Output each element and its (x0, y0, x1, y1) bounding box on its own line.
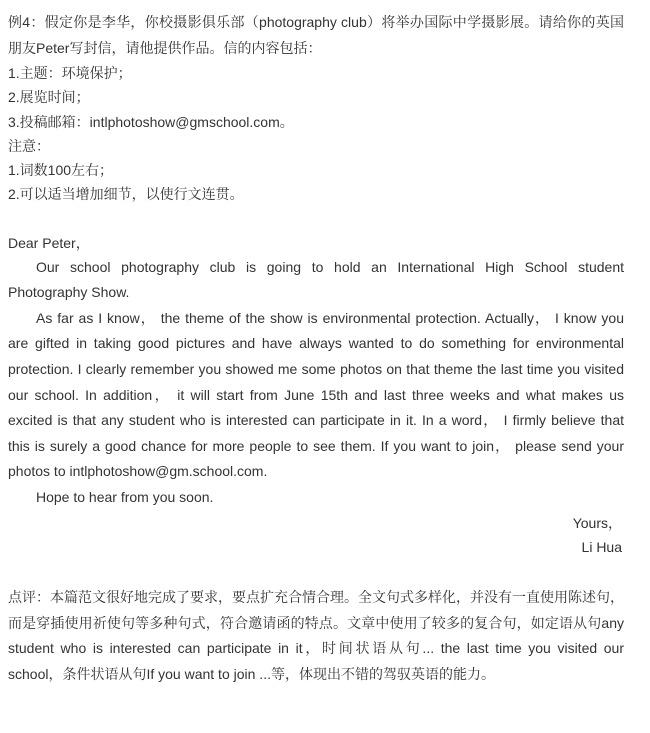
task-intro: 例4：假定你是李华，你校摄影俱乐部（photography club）将举办国际中学摄影展。请给你的英国朋友Peter写封信，请他提供作品。信的内容包括： (8, 14, 624, 56)
note-2: 2.可以适当增加细节，以使行文连贯。 (8, 186, 244, 203)
letter-paragraph-3: Hope to hear from you soon. (36, 489, 214, 506)
note-1: 1.词数100左右； (8, 161, 114, 178)
letter-signature: Li Hua (581, 538, 622, 555)
letter-greeting: Dear Peter， (8, 234, 90, 251)
task-item-1: 1.主题：环境保护； (8, 65, 132, 82)
task-item-3: 3.投稿邮箱：intlphotoshow@gmschool.com。 (8, 113, 294, 130)
task-item-2: 2.展览时间； (8, 89, 90, 106)
commentary: 点评：本篇范文很好地完成了要求，要点扩充合情合理。全文句式多样化，并没有一直使用陈述句，而是穿插使用祈使句等多种句式，符合邀请函的特点。文章中使用了较多的复合句，如定语从句any student who is interested can participate in it，时间状语从句... the last time you visited our school，条件状语从句If you want to join ...等，体现出不错的驾驭英语的能力。 (8, 589, 624, 682)
letter-paragraph-1: Our school photography club is going to hold an International High School student Photography Show. (8, 258, 624, 301)
spacer (8, 206, 624, 230)
notes-title: 注意： (8, 137, 50, 154)
letter-closing: Yours， (572, 514, 622, 531)
spacer (8, 559, 624, 583)
letter-paragraph-2: As far as I know， the theme of the show is environmental protection. Actually， I know you are gifted in taking good pictures and have always wanted to do something for environmental protection. I clearly remember you showed me some photos on that theme the last time you visited our school. In addition， it will start from June 15th and last three weeks and what makes us excited is that any student who is interested can participate in it. In a word， I firmly believe that this is surely a good chance for more people to see them. If you want to join， please send your photos to intlphotoshow@gm.school.com. (8, 309, 624, 480)
